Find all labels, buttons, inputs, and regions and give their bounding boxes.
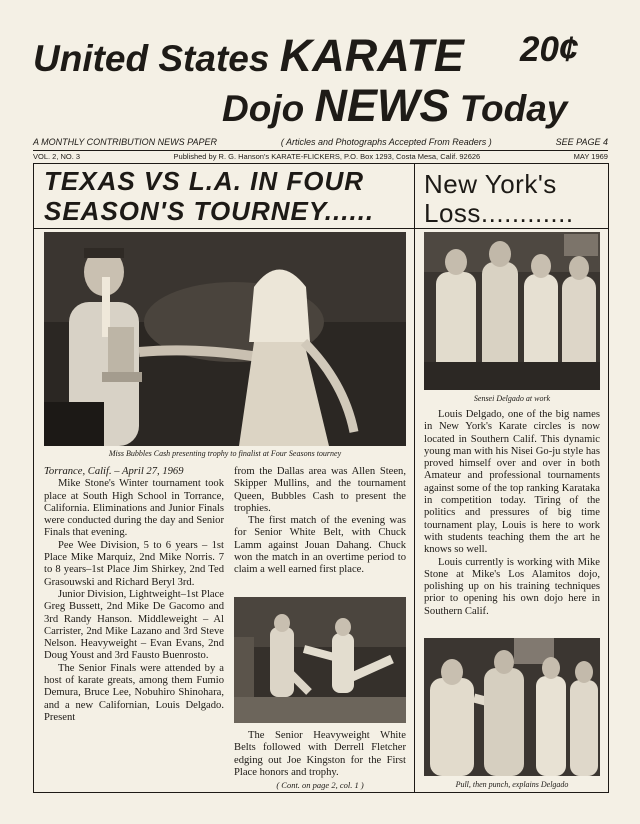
sparring-photo (234, 597, 406, 723)
main-story-paragraph: The first match of the evening was for Senior White Belt, with Chuck Lamm against Jouan Dahang. Chuck won the match in an overtime period to claim a well earned first place. (234, 515, 406, 576)
delgado-photo-caption-bottom: Pull, then punch, explains Delgado (455, 780, 569, 789)
main-headline-line-2: SEASON'S TOURNEY...... (44, 196, 375, 226)
masthead-rule (33, 150, 608, 151)
masthead-dojo: Dojo (222, 88, 305, 129)
issue-date: MAY 1969 (573, 152, 608, 161)
publisher-line: Published by R. G. Hanson's KARATE-FLICKERS, P.O. Box 1293, Costa Mesa, Calif. 92626 (173, 152, 481, 161)
masthead-karate: KARATE (279, 30, 464, 81)
masthead-line-2 (222, 80, 567, 132)
delgado-photo-bottom (424, 638, 600, 776)
pull-then-punch-photo (424, 638, 600, 776)
headline-rule-right (414, 228, 609, 229)
masthead-news: NEWS (314, 80, 450, 131)
delgado-photo-top (424, 232, 600, 390)
masthead-line-1 (33, 30, 464, 82)
main-story-column-1 (44, 466, 224, 724)
tagline-see-page: SEE PAGE 4 (555, 137, 608, 147)
headline-rule-left (33, 228, 415, 229)
side-headline-line-2: Loss............ (424, 198, 574, 228)
info-line (33, 152, 608, 161)
tagline (33, 137, 608, 147)
column-divider (414, 163, 415, 793)
main-story-paragraph: Pee Wee Division, 5 to 6 years – 1st Place Mike Marquiz, 2nd Mike Norris. 7 to 8 years–1st Place Jim Shirkey, 2nd Ted Grasouwski and Richard Beryl 3rd. (44, 539, 224, 588)
main-story-paragraph: Mike Stone's Winter tournament took place at South High School in Torrance, California. Eliminations and Junior Finals were conducted during the day and Senior Finals that evening. (44, 478, 224, 539)
side-story-paragraph: Louis currently is working with Mike Stone at Mike's Los Alamitos dojo, polishing up on his training techniques prior to opening his own dojo here in Southern Calif. (424, 556, 600, 617)
side-headline-line-1: New York's (424, 169, 557, 199)
main-story-column-2-end (234, 730, 406, 779)
main-story-paragraph: from the Dallas area was Allen Steen, Skipper Mullins, and the tournament Queen, Bubbles Cash to present the trophies. (234, 466, 406, 514)
side-story-paragraph: Louis Delgado, one of the big names in New York's Karate circles is now located in Southern Calif. This dynamic young man with his Nisei Go-ju style has proved himself over and over in both Amateur and professional tournaments against some of the top ranking Karataka in competition today. Tiring of the politics and pressures of big time tournament play, Louis is here to work with students teaching them the art he knows so well. (424, 409, 600, 556)
price: 20¢ (520, 30, 579, 69)
main-headline-line-1: TEXAS VS L.A. IN FOUR (44, 166, 365, 196)
sparring-match-photo (234, 597, 406, 723)
delgado-photo-caption-top: Sensei Delgado at work (473, 394, 551, 403)
main-story-photo (44, 232, 406, 446)
tagline-left: A MONTHLY CONTRIBUTION NEWS PAPER (33, 137, 218, 147)
masthead-united-states: United States (33, 38, 270, 79)
continued-notice: ( Cont. on page 2, col. 1 ) (276, 780, 364, 790)
side-story-column (424, 409, 600, 618)
masthead-today: Today (459, 88, 568, 129)
delgado-at-work-photo (424, 232, 600, 390)
dateline: Torrance, Calif. – April 27, 1969 (44, 466, 184, 477)
main-story-column-2 (234, 466, 406, 577)
trophy-presentation-photo (44, 232, 406, 446)
tagline-middle: ( Articles and Photographs Accepted From Readers ) (280, 137, 492, 147)
main-story-paragraph: The Senior Finals were attended by a host of karate greats, among them Fumio Demura, Bruce Lee, Nobuhiro Shinohara, and a new Californian, Louis Delgado. Present (44, 662, 224, 723)
main-photo-caption: Miss Bubbles Cash presenting trophy to finalist at Four Seasons tourney (108, 449, 342, 458)
main-story-paragraph: The Senior Heavyweight White Belts followed with Derrell Fletcher edging out Joe Kingston for the First Place honors and trophy. (234, 730, 406, 778)
main-story-paragraph: Junior Division, Lightweight–1st Place Greg Bussett, 2nd Mike De Gacomo and 3rd Randy Hanson. Middleweight – Al Carrister, 2nd Mike Lazano and 3rd Steve Nelson. Heavyweight – Evan Evans, 2nd Doug Youst and 3rd Fausto Buenrosto. (44, 588, 224, 662)
volume-number: VOL. 2, NO. 3 (33, 152, 81, 161)
